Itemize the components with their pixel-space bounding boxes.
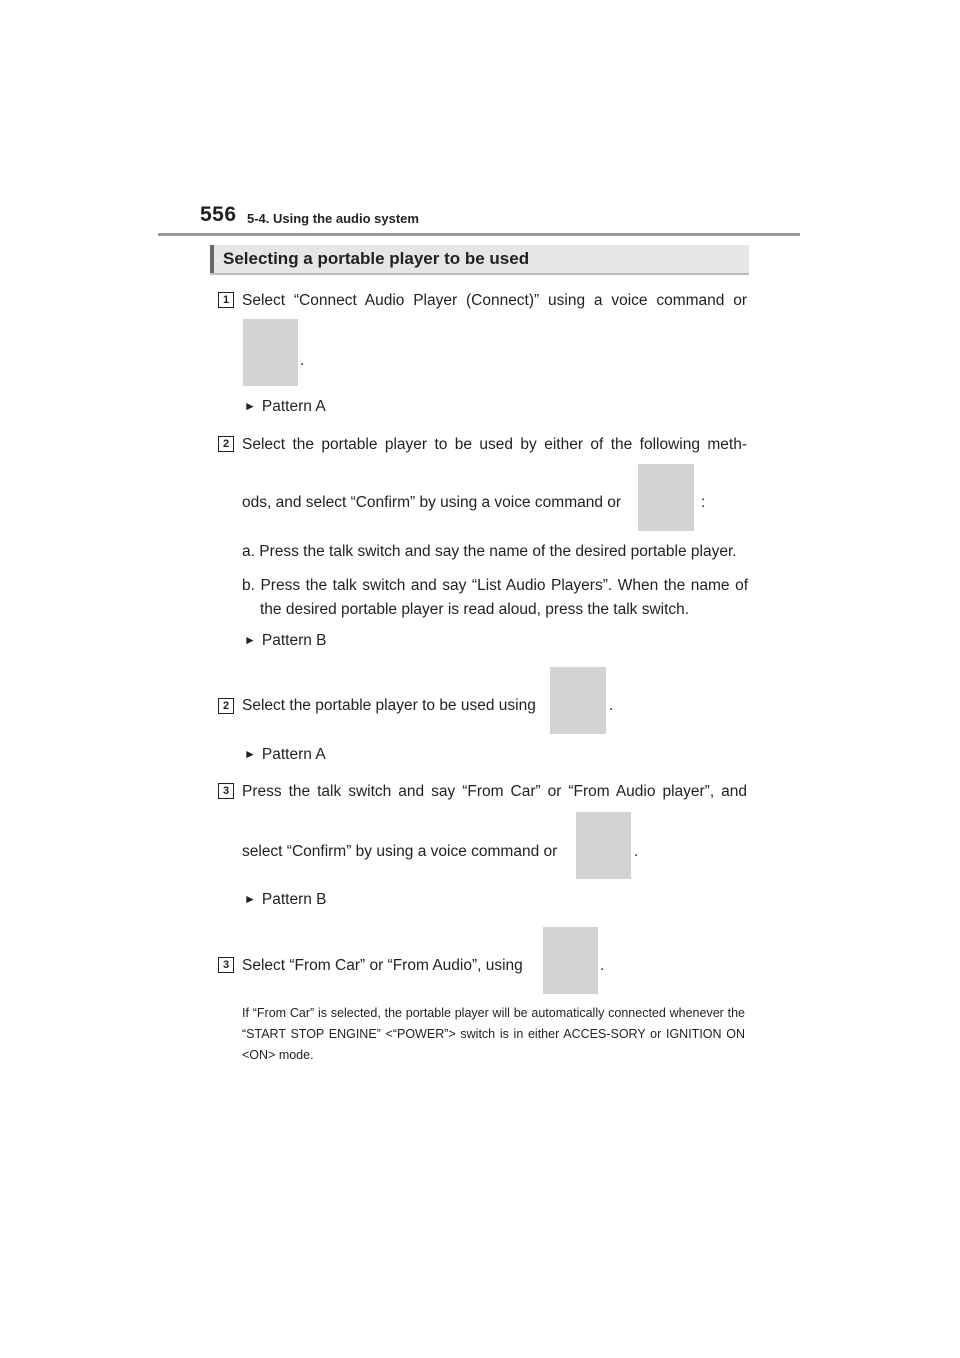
step-3b-text: Select “From Car” or “From Audio”, using (242, 957, 523, 974)
pattern-a-label: Pattern A (261, 398, 326, 415)
pattern-label (244, 744, 326, 766)
arrow-bullet-icon: ► (244, 892, 256, 906)
button-image-placeholder (543, 927, 598, 994)
section-title-box (210, 245, 749, 275)
pattern-b-label: Pattern B (261, 891, 327, 908)
step-3-suffix: . (634, 843, 639, 860)
step-3-text-cont: select “Confirm” by using a voice command or (242, 843, 558, 860)
header-rule (158, 233, 800, 236)
step-number-2: 2 (218, 698, 234, 714)
step-3b-suffix: . (600, 957, 605, 974)
step-number-3: 3 (218, 783, 234, 799)
step-2-suffix: : (701, 494, 706, 511)
option-a: a. Press the talk switch and say the name of the desired portable player. (242, 543, 737, 560)
pattern-label (244, 889, 327, 911)
button-image-placeholder (243, 319, 298, 386)
pattern-label (244, 396, 326, 418)
option-b-cont: the desired portable player is read aloud, press the talk switch. (260, 601, 690, 618)
step-3-text: Press the talk switch and say “From Car” or “From Audio player”, and (242, 783, 747, 800)
step-1-text: Select “Connect Audio Player (Connect)” using a voice command or (242, 292, 747, 309)
button-image-placeholder (638, 464, 694, 531)
option-b: b. Press the talk switch and say “List Audio Players”. When the name of (242, 577, 748, 594)
arrow-bullet-icon: ► (244, 747, 256, 761)
section-title-bar (210, 245, 214, 273)
pattern-a-label: Pattern A (261, 746, 326, 763)
step-1-suffix: . (300, 352, 305, 369)
section-heading: 5-4. Using the audio system (247, 211, 419, 226)
pattern-b-label: Pattern B (261, 632, 327, 649)
pattern-label (244, 630, 327, 652)
section-title: Selecting a portable player to be used (223, 249, 530, 268)
step-2b-text: Select the portable player to be used using (242, 697, 536, 714)
step-2-text: Select the portable player to be used by either of the following meth- (242, 436, 747, 453)
button-image-placeholder (576, 812, 631, 879)
note-text: If “From Car” is selected, the portable player will be automatically connected whenever the “START STOP ENGINE” <“POWER”> switch is in either ACCES-SORY or IGNITION ON <ON> mode. (242, 1006, 745, 1062)
step-number-2: 2 (218, 436, 234, 452)
step-number-3: 3 (218, 957, 234, 973)
page-number: 556 (200, 203, 237, 226)
step-2b-suffix: . (609, 697, 614, 714)
step-number-1: 1 (218, 292, 234, 308)
step-2-text-cont: ods, and select “Confirm” by using a voice command or (242, 494, 622, 511)
arrow-bullet-icon: ► (244, 399, 256, 413)
button-image-placeholder (550, 667, 606, 734)
arrow-bullet-icon: ► (244, 633, 256, 647)
